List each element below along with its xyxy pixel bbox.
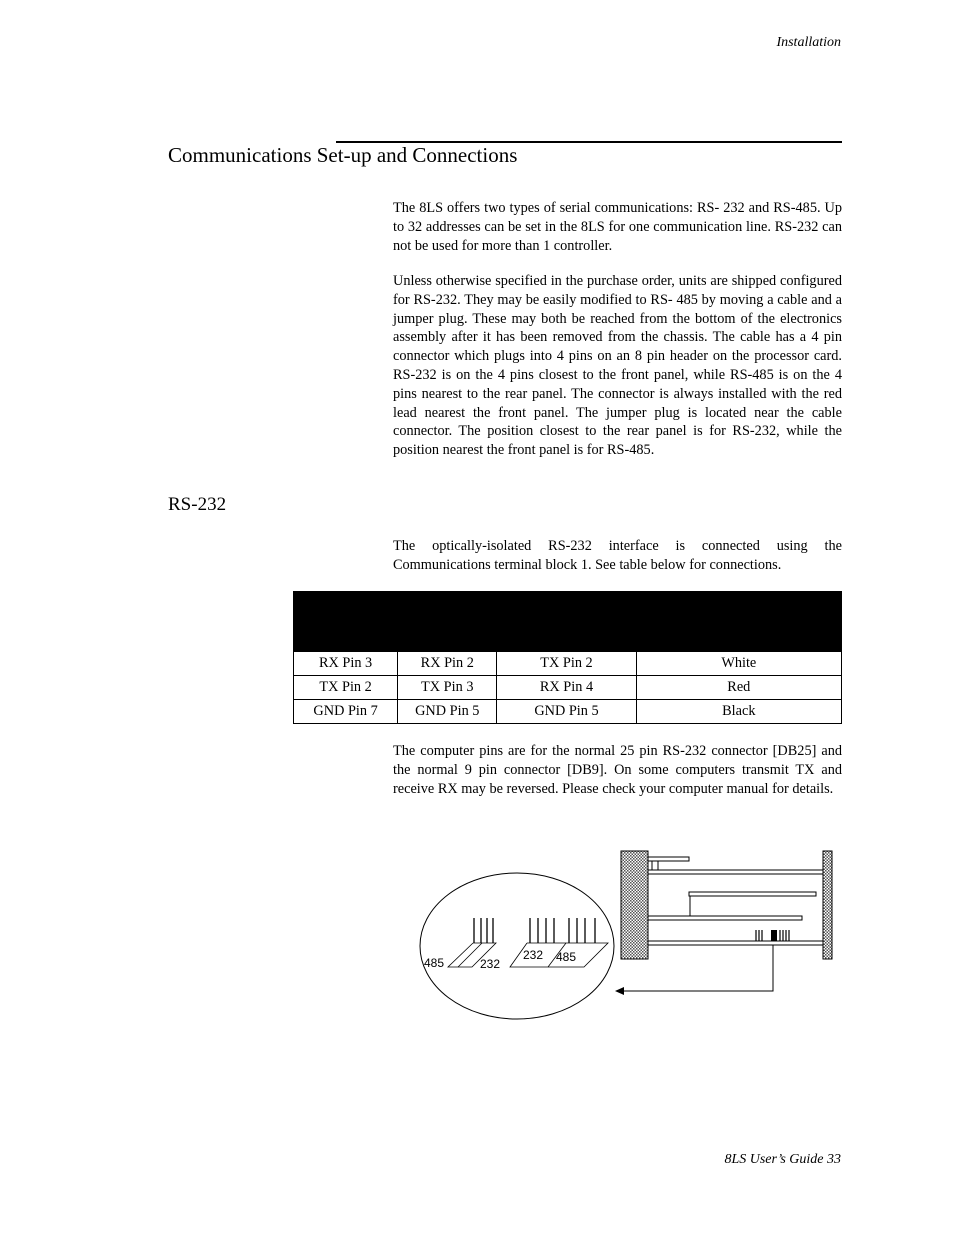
running-head: Installation	[776, 35, 841, 50]
table-header-cell	[636, 592, 841, 652]
intro-paragraph: The 8LS offers two types of serial communications: RS- 232 and RS-485. Up to 32 addresses can be set in the 8LS for one communication line. RS-232 can not be used for more than 1 controller.	[393, 200, 842, 254]
table-header-cell	[294, 592, 398, 652]
table-cell: TX Pin 2	[497, 652, 636, 676]
header-on-board	[756, 930, 789, 941]
config-paragraph: Unless otherwise specified in the purchase order, units are shipped configured for RS-232. They may be easily modified to RS- 485 by moving a cable and a jumper plug. These may both be reached from the bottom of the electronics assembly after it has been removed from the chassis. The cable has a 4 pin connector which plugs into 4 pins on an 8 pin header on the processor card. RS-232 is on the 4 pins closest to the front panel, while RS-485 is on the 4 pins nearest to the rear panel. The connector is always installed with the red lead nearest the front panel. The jumper plug is located near the cable connector. The position closest to the rear panel is for RS-232, while the position nearest the front panel is for RS-485.	[393, 273, 842, 459]
table-cell: GND Pin 7	[294, 700, 398, 724]
table-cell: Red	[636, 676, 841, 700]
circuit-boards	[648, 857, 823, 945]
connections-table	[293, 591, 842, 724]
table-row	[294, 652, 842, 676]
table-header-cell	[497, 592, 636, 652]
table-header-cell	[398, 592, 497, 652]
label-485-left: 485	[424, 956, 445, 970]
table-row	[294, 676, 842, 700]
table-cell: Black	[636, 700, 841, 724]
table-cell: TX Pin 2	[294, 676, 398, 700]
table-header-row	[294, 592, 842, 652]
table-cell: White	[636, 652, 841, 676]
cable-connector-pins	[474, 918, 493, 943]
table-cell: GND Pin 5	[497, 700, 636, 724]
page-footer: 8LS User’s Guide 33	[724, 1152, 841, 1167]
pins-note-paragraph: The computer pins are for the normal 25 pin RS-232 connector [DB25] and the normal 9 pin connector [DB9]. On some computers transmit TX and receive RX may be reversed. Please check your computer manual for details.	[393, 743, 842, 797]
label-485-right: 485	[556, 950, 577, 964]
table-cell: RX Pin 3	[294, 652, 398, 676]
table-cell: RX Pin 4	[497, 676, 636, 700]
connector-diagram	[410, 840, 840, 1030]
front-panel	[621, 851, 648, 959]
rear-panel	[823, 851, 832, 959]
table-cell: TX Pin 3	[398, 676, 497, 700]
table-row	[294, 700, 842, 724]
subsection-title: RS-232	[168, 494, 227, 515]
section-title: Communications Set-up and Connections	[168, 143, 518, 167]
table-cell: RX Pin 2	[398, 652, 497, 676]
label-232-right: 232	[523, 948, 544, 962]
table-cell: GND Pin 5	[398, 700, 497, 724]
label-232-left: 232	[480, 957, 501, 971]
detail-magnifier-ellipse	[420, 873, 614, 1019]
rs232-intro-paragraph: The optically-isolated RS-232 interface is connected using the Communications terminal block 1. See table below for connections.	[393, 538, 842, 573]
header-8-pins	[530, 918, 595, 943]
